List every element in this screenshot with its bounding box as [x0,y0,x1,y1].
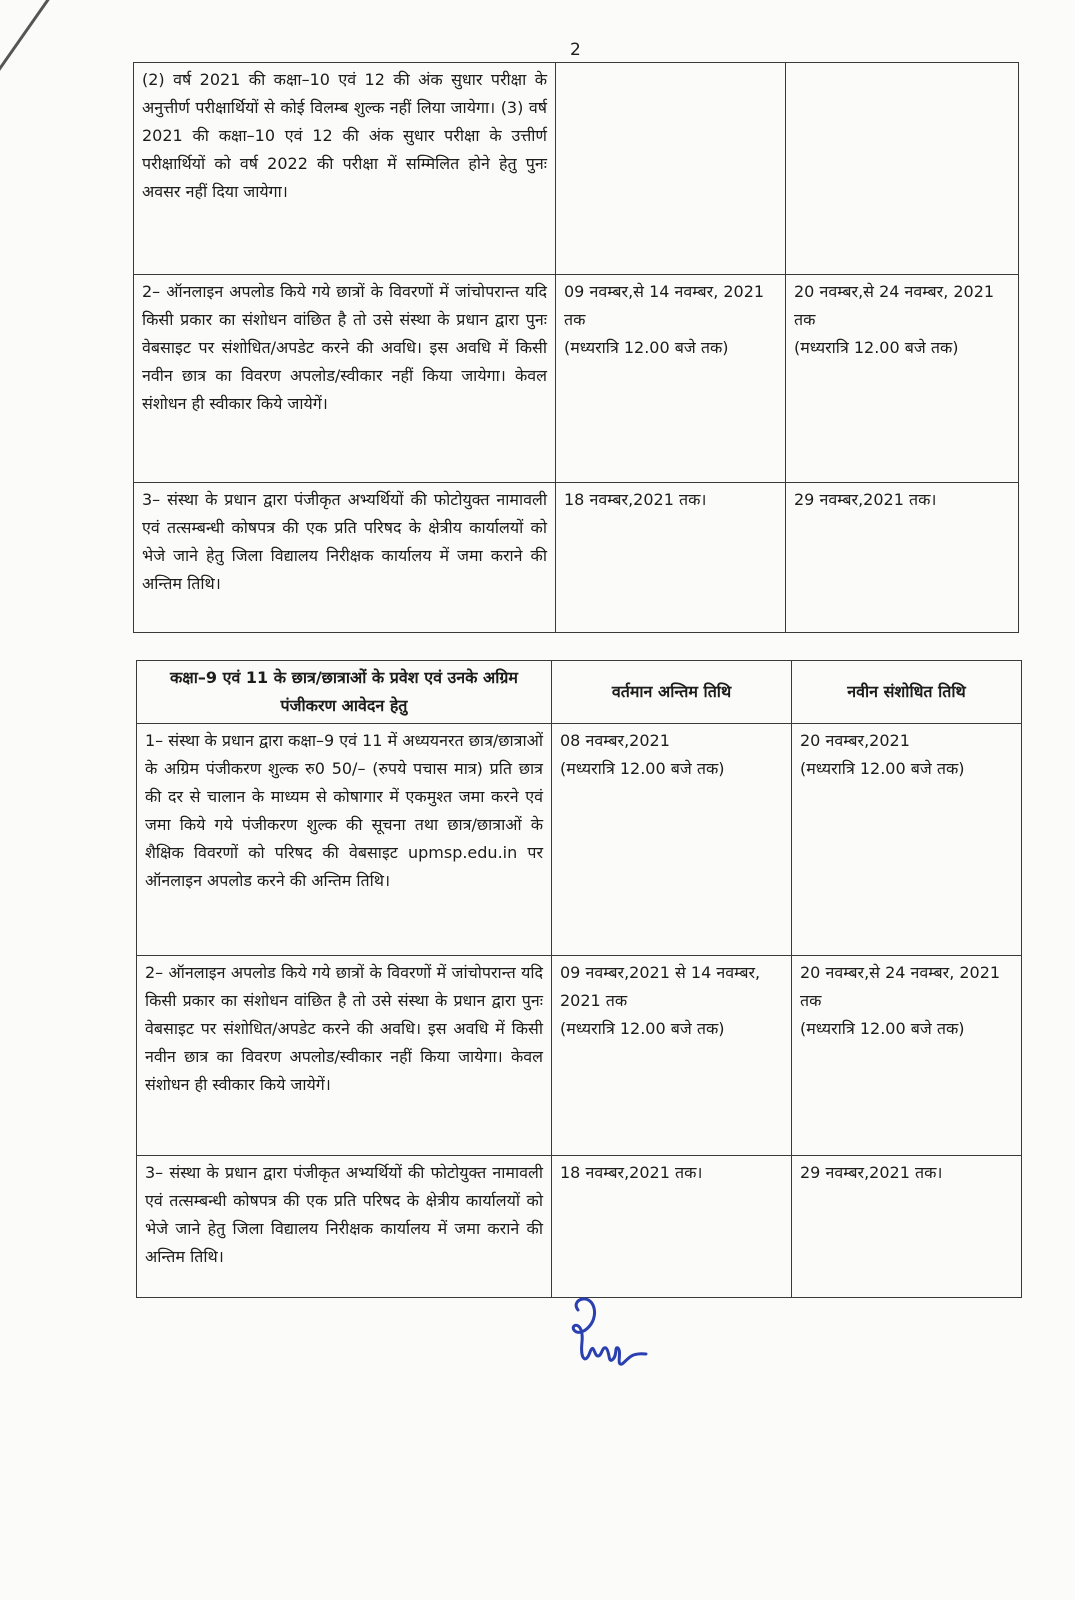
revised-date: 29 नवम्बर,2021 तक। [800,1163,943,1182]
table-row [137,956,1022,1156]
revised-date-cell [792,956,1022,1156]
current-date-cell [556,63,786,275]
row-description: 3– संस्था के प्रधान द्वारा पंजीकृत अभ्यर्थियों की फोटोयुक्त नामावली एवं तत्सम्बन्धी कोषपत्र की एक प्रति परिषद के क्षेत्रीय कार्यालयों को भेजे जाने हेतु जिला विद्यालय निरीक्षक कार्यालय में जमा कराने की अन्तिम तिथि। [134,483,556,633]
revised-date-cell [786,483,1019,633]
revised-date-cell [786,275,1019,483]
row-description: 2– ऑनलाइन अपलोड किये गये छात्रों के विवरणों में जांचोपरान्त यदि किसी प्रकार का संशोधन वांछित है तो उसे संस्था के प्रधान द्वारा पुनः वेबसाइट पर संशोधित/अपडेट करने की अवधि। इस अवधि में किसी नवीन छात्र का विवरण अपलोड/स्वीकार नहीं किया जायेगा। केवल संशोधन ही स्वीकार किये जायेगें। [137,956,552,1156]
revised-date-cell [792,724,1022,956]
revised-date-note: (मध्यरात्रि 12.00 बजे तक) [800,759,965,778]
revised-date-cell [792,1156,1022,1298]
table-row [137,724,1022,956]
row-description: (2) वर्ष 2021 की कक्षा–10 एवं 12 की अंक सुधार परीक्षा के अनुत्तीर्ण परीक्षार्थियों से कोई विलम्ब शुल्क नहीं लिया जायेगा। (3) वर्ष 2021 की कक्षा–10 एवं 12 की अंक सुधार परीक्षा के उत्तीर्ण परीक्षार्थियों को वर्ष 2022 की परीक्षा में सम्मिलित होने हेतु पुनः अवसर नहीं दिया जायेगा। [134,63,556,275]
scan-edge-line [0,0,62,170]
schedule-table-2 [136,660,1022,1298]
header-current-date: वर्तमान अन्तिम तिथि [552,661,792,724]
revised-date: 29 नवम्बर,2021 तक। [794,490,937,509]
current-date: 09 नवम्बर,से 14 नवम्बर, 2021 तक [564,282,765,329]
header-description: कक्षा–9 एवं 11 के छात्र/छात्राओं के प्रवेश एवं उनके अग्रिम पंजीकरण आवेदन हेतु [137,661,552,724]
current-date-cell [556,275,786,483]
table-row [134,483,1019,633]
revised-date: 20 नवम्बर,से 24 नवम्बर, 2021 तक [794,282,995,329]
table-row [134,63,1019,275]
current-date: 08 नवम्बर,2021 [560,731,670,750]
row-description: 1– संस्था के प्रधान द्वारा कक्षा–9 एवं 11 में अध्ययनरत छात्र/छात्राओं के अग्रिम पंजीकरण शुल्क रु0 50/– (रुपये पचास मात्र) प्रति छात्र की दर से चालान के माध्यम से कोषागार में एकमुश्त जमा करने एवं जमा किये गये पंजीकरण शुल्क की सूचना तथा छात्र/छात्राओं के शैक्षिक विवरणों को परिषद की वेबसाइट upmsp.edu.in पर ऑनलाइन अपलोड करने की अन्तिम तिथि। [137,724,552,956]
current-date-note: (मध्यरात्रि 12.00 बजे तक) [560,759,725,778]
revised-date: 20 नवम्बर,से 24 नवम्बर, 2021 तक [800,963,1001,1010]
page-number: 2 [570,40,581,60]
schedule-table-1 [133,62,1019,633]
current-date-cell [552,1156,792,1298]
current-date-cell [556,483,786,633]
current-date: 18 नवम्बर,2021 तक। [560,1163,703,1182]
current-date: 09 नवम्बर,2021 से 14 नवम्बर, 2021 तक [560,963,761,1010]
current-date-note: (मध्यरात्रि 12.00 बजे तक) [564,338,729,357]
revised-date-cell [786,63,1019,275]
current-date-note: (मध्यरात्रि 12.00 बजे तक) [560,1019,725,1038]
current-date-cell [552,724,792,956]
revised-date: 20 नवम्बर,2021 [800,731,910,750]
current-date: 18 नवम्बर,2021 तक। [564,490,707,509]
revised-date-note: (मध्यरात्रि 12.00 बजे तक) [794,338,959,357]
row-description: 2– ऑनलाइन अपलोड किये गये छात्रों के विवरणों में जांचोपरान्त यदि किसी प्रकार का संशोधन वांछित है तो उसे संस्था के प्रधान द्वारा पुनः वेबसाइट पर संशोधित/अपडेट करने की अवधि। इस अवधि में किसी नवीन छात्र का विवरण अपलोड/स्वीकार नहीं किया जायेगा। केवल संशोधन ही स्वीकार किये जायेगें। [134,275,556,483]
table-header-row [137,661,1022,724]
row-description: 3– संस्था के प्रधान द्वारा पंजीकृत अभ्यर्थियों की फोटोयुक्त नामावली एवं तत्सम्बन्धी कोषपत्र की एक प्रति परिषद के क्षेत्रीय कार्यालयों को भेजे जाने हेतु जिला विद्यालय निरीक्षक कार्यालय में जमा कराने की अन्तिम तिथि। [137,1156,552,1298]
revised-date-note: (मध्यरात्रि 12.00 बजे तक) [800,1019,965,1038]
table-row [137,1156,1022,1298]
current-date-cell [552,956,792,1156]
table-row [134,275,1019,483]
header-revised-date: नवीन संशोधित तिथि [792,661,1022,724]
handwritten-signature-icon [560,1290,650,1380]
